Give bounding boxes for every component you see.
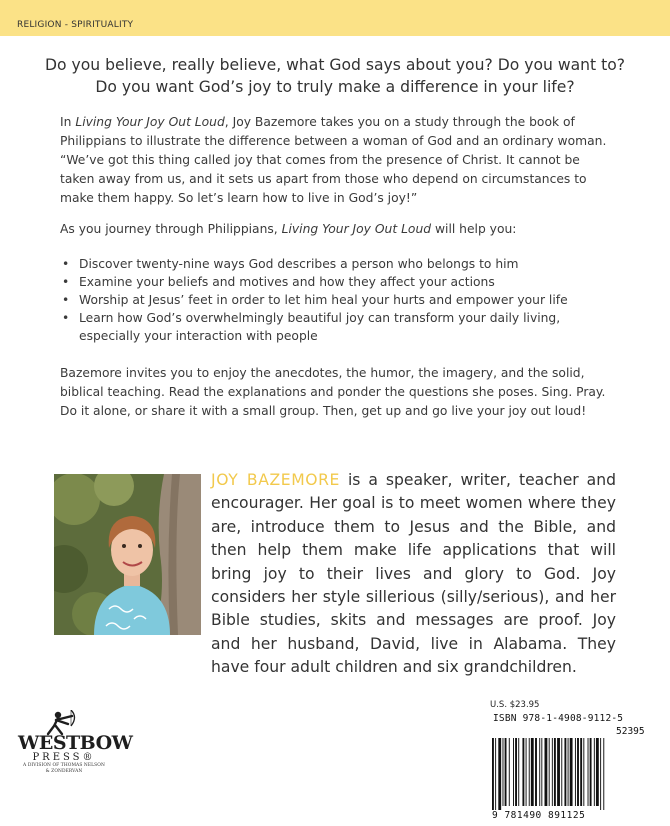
author-bio: JOY BAZEMORE is a speaker, writer, teacher and encourager. Her goal is to meet women where they are, introduce them to Jesus and the Bible, and then help them make life applications that will bring joy to their lives and glory to God. Joy considers her style sillerious (silly/serious), and her Bible studies, skits and messages are proof. Joy and her husband, David, live in Alabama. They have four adult children and six grandchildren. — [211, 471, 616, 677]
ean-digits: 9 781490 891125 — [492, 810, 586, 821]
publisher-division-1: A DIVISION OF THOMAS NELSON — [23, 763, 105, 768]
barcode-bar — [557, 738, 560, 806]
list-item: • Worship at Jesus’ feet in order to let him heal your hurts and empower your life — [60, 291, 615, 309]
barcode-bars — [492, 738, 650, 810]
barcode-bar — [577, 738, 579, 806]
barcode-bar — [580, 738, 582, 806]
category-band — [0, 0, 670, 36]
benefits-list — [60, 255, 615, 345]
intro-questions — [40, 54, 630, 98]
barcode-bar — [583, 738, 584, 806]
barcode-bar — [575, 738, 576, 806]
author-portrait-illustration — [54, 474, 201, 635]
publisher-name: WESTBOW — [18, 732, 133, 754]
barcode-bar — [561, 738, 562, 806]
barcode-bar — [554, 738, 556, 806]
barcode-bar — [522, 738, 524, 806]
price-addon-code: 52395 — [616, 726, 645, 737]
barcode-bar — [594, 738, 595, 806]
barcode-bar — [513, 738, 514, 806]
barcode-bar — [526, 738, 527, 806]
list-item: • Examine your beliefs and motives and how they affect your actions — [60, 273, 615, 291]
barcode-bar — [588, 738, 589, 806]
description-paragraph-2: As you journey through Philippians, Living Your Joy Out Loud will help you: — [60, 222, 517, 236]
list-item: • Learn how God’s overwhelmingly beautiful joy can transform your daily living, especially your interaction with people — [60, 309, 615, 345]
barcode-bar — [545, 738, 548, 806]
barcode-bar — [603, 738, 604, 810]
barcode-bar — [535, 738, 537, 806]
archer-icon — [44, 710, 84, 736]
barcode-bar — [529, 738, 530, 806]
book-title: Living Your Joy Out Loud — [75, 115, 225, 129]
description-paragraph-1: In Living Your Joy Out Loud, Joy Bazemore takes you on a study through the book of Philippians to illustrate the difference between a woman of God and an ordinary woman. “We’ve got this thing called joy that comes from the presence of Christ. It cannot be taken away from us, and it sets us apart from those who depend on circumstances to make them happy. So let’s learn how to live in God’s joy!” — [60, 115, 607, 205]
price-label: U.S. $23.95 — [490, 700, 540, 710]
barcode-bar — [505, 738, 507, 806]
barcode-bar — [590, 738, 592, 806]
publisher-logo — [18, 708, 133, 798]
barcode-bar — [492, 738, 494, 810]
description-paragraph-3: Bazemore invites you to enjoy the anecdotes, the humor, the imagery, and the solid, biblical teaching. Read the explanations and ponder the questions she poses. Sing. Pray. Do it alone, or share it with a small group. Then, get up and go live your joy out loud! — [60, 366, 606, 418]
barcode-bar — [503, 738, 504, 806]
barcode-bar — [539, 738, 540, 806]
barcode-bar — [498, 738, 501, 810]
barcode-bar — [518, 738, 519, 806]
author-photo — [54, 474, 201, 635]
barcode-bar — [515, 738, 517, 806]
barcode-bar — [549, 738, 550, 806]
publisher-press: PRESS® — [32, 752, 96, 763]
barcode-bar — [495, 738, 496, 810]
barcode-bar — [552, 738, 553, 806]
barcode-bar — [531, 738, 534, 806]
isbn-label: ISBN 978-1-4908-9112-5 — [493, 713, 624, 724]
intro-line-1: Do you believe, really believe, what God says about you? Do you want to? — [44, 56, 626, 74]
author-name: JOY BAZEMORE — [211, 471, 341, 489]
barcode-bar — [600, 738, 601, 810]
list-item: • Discover twenty-nine ways God describes a person who belongs to him — [60, 255, 615, 273]
barcode-bar — [541, 738, 542, 806]
barcode-bar — [568, 738, 569, 806]
publisher-division-2: & ZONDERVAN — [45, 769, 83, 774]
category-label: RELIGION - SPIRITUALITY — [17, 20, 134, 30]
intro-line-2: Do you want God’s joy to truly make a difference in your life? — [95, 78, 575, 96]
barcode-bar — [570, 738, 573, 806]
barcode-bar — [596, 738, 599, 806]
barcode-bar — [564, 738, 566, 806]
barcode-panel — [490, 700, 650, 826]
barcode-bar — [509, 738, 510, 806]
book-title: Living Your Joy Out Loud — [281, 222, 432, 236]
